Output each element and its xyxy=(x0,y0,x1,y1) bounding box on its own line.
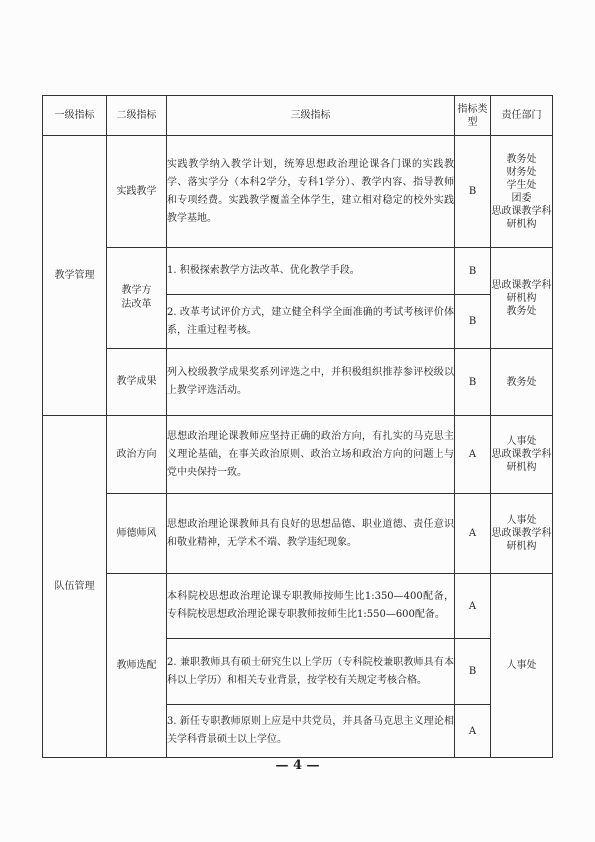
table-row xyxy=(43,136,553,248)
dept-selection: 人事处 xyxy=(491,574,553,758)
type-results: B xyxy=(455,349,491,416)
table-row xyxy=(43,574,553,639)
type-selection-2: B xyxy=(455,639,491,705)
header-level3: 三级指标 xyxy=(167,96,455,136)
level2-method xyxy=(107,248,167,349)
level2-ethics: 师德师风 xyxy=(107,494,167,574)
dept-political: 人事处 思政课教学科研机构 xyxy=(491,416,553,494)
level3-results: 列入校级教学成果奖系列评选之中，并积极组织推荐参评校级以上教学评选活动。 xyxy=(167,349,455,416)
indicator-table xyxy=(42,95,553,758)
type-ethics: A xyxy=(455,494,491,574)
header-dept: 责任部门 xyxy=(491,96,553,136)
level3-ethics: 思想政治理论课教师具有良好的思想品德、职业道德、责任意识和敬业精神，无学术不端、教学违纪现象。 xyxy=(167,494,455,574)
level3-selection-1: 本科院校思想政治理论课专职教师按师生比1:350—400配备，专科院校思想政治理论课专职教师按师生比1:550—600配备。 xyxy=(167,574,455,639)
table-row xyxy=(43,248,553,295)
level3-selection-2: 2. 兼职教师具有硕士研究生以上学历（专科院校兼职教师具有本科以上学历）和相关专业背景，按学校有关规定考核合格。 xyxy=(167,639,455,705)
table-row xyxy=(43,494,553,574)
header-level1: 一级指标 xyxy=(43,96,107,136)
type-practice: B xyxy=(455,136,491,248)
level3-practice: 实践教学纳入教学计划，统筹思想政治理论课各门课的实践教学、落实学分（本科2学分，专科1学分）、教学内容、指导教师和专项经费。实践教学覆盖全体学生，建立相对稳定的校外实践教学基地。 xyxy=(167,136,455,248)
level3-selection-3: 3. 新任专职教师原则上应是中共党员，并具备马克思主义理论相关学科背景硕士以上学位。 xyxy=(167,705,455,758)
level2-results: 教学成果 xyxy=(107,349,167,416)
type-method-2: B xyxy=(455,295,491,349)
level1-teaching-management: 教学管理 xyxy=(43,136,107,416)
level2-selection: 教师选配 xyxy=(107,574,167,758)
level2-practice: 实践教学 xyxy=(107,136,167,248)
table-header-row xyxy=(43,96,553,136)
level3-method-1: 1. 积极探索教学方法改革、优化教学手段。 xyxy=(167,248,455,295)
table-row xyxy=(43,349,553,416)
level1-team-management: 队伍管理 xyxy=(43,416,107,758)
type-method-1: B xyxy=(455,248,491,295)
level3-method-2: 2. 改革考试评价方式，建立健全科学全面准确的考试考核评价体系，注重过程考核。 xyxy=(167,295,455,349)
type-selection-1: A xyxy=(455,574,491,639)
table-row xyxy=(43,416,553,494)
page-number: — 4 — xyxy=(275,758,320,773)
dept-practice: 教务处 财务处 学生处 团委 思政课教学科研机构 xyxy=(491,136,553,248)
level3-political: 思想政治理论课教师应坚持正确的政治方向，有扎实的马克思主义理论基础，在事关政治原则、政治立场和政治方向的问题上与党中央保持一致。 xyxy=(167,416,455,494)
type-selection-3: A xyxy=(455,705,491,758)
level2-political: 政治方向 xyxy=(107,416,167,494)
header-level2: 二级指标 xyxy=(107,96,167,136)
type-political: A xyxy=(455,416,491,494)
dept-results: 教务处 xyxy=(491,349,553,416)
dept-ethics: 人事处 思政课教学科研机构 xyxy=(491,494,553,574)
header-type: 指标类型 xyxy=(455,96,491,136)
dept-method: 思政课教学科研机构 教务处 xyxy=(491,248,553,349)
level2-method-label: 教学方法改革 xyxy=(121,285,152,310)
